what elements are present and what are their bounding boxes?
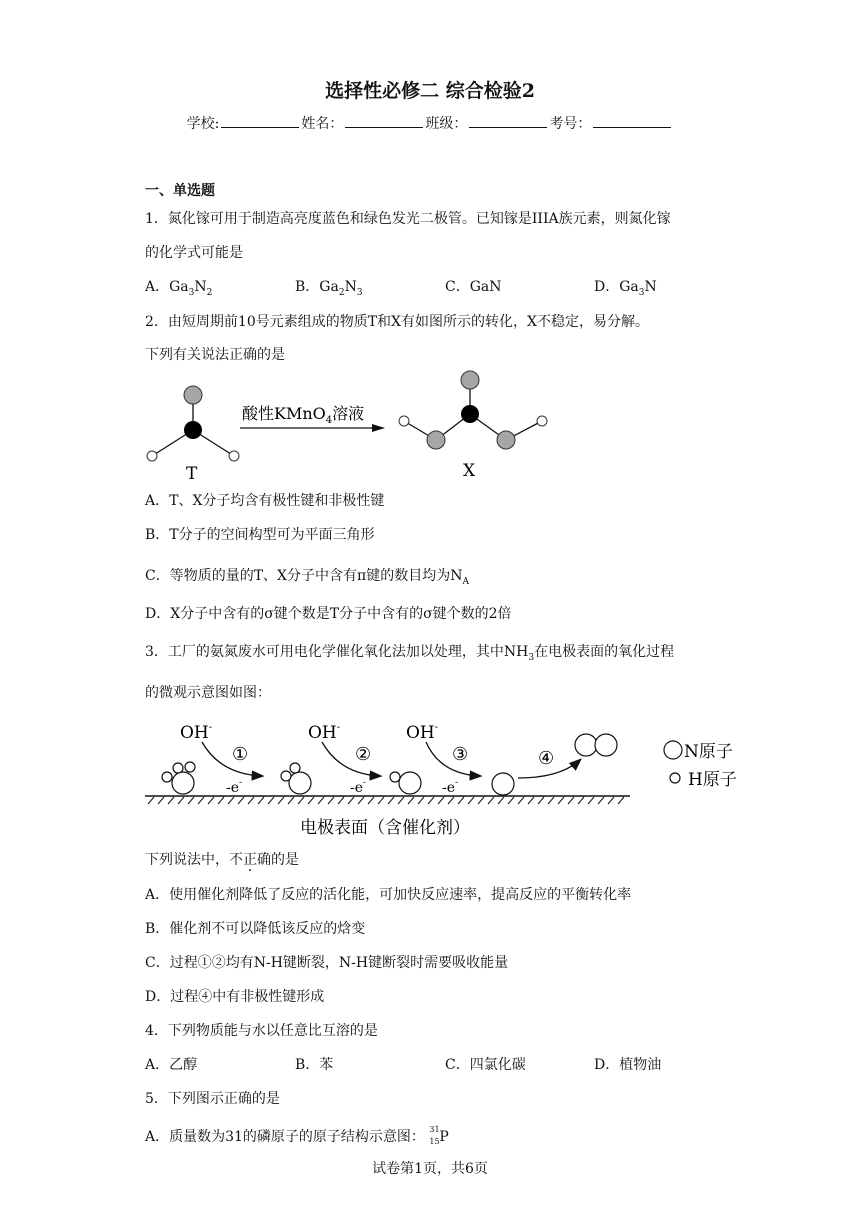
step2-label: ②: [355, 744, 372, 765]
step1-label: ①: [232, 744, 249, 765]
q1-stem-line1: 1．氮化镓可用于制造高亮度蓝色和绿色发光二极管。已知镓是IIIA族元素，则氮化镓: [145, 211, 671, 227]
exam-number-blank: [593, 115, 671, 128]
atomic-number: 15: [429, 1137, 440, 1146]
q2-stem-line2: 下列有关说法正确的是: [145, 347, 285, 363]
page-footer: 试卷第1页，共6页: [372, 1161, 488, 1177]
q4-option-d: D．植物油: [594, 1057, 662, 1073]
q3-question: 下列说法中，不正确的是: [145, 849, 299, 869]
q3-option-c: C．过程①②均有N-H键断裂，N-H键断裂时需要吸收能量: [145, 955, 509, 971]
q4-option-b: B．苯: [295, 1057, 334, 1073]
school-blank: [221, 115, 299, 128]
q2-option-d: D．X分子中含有的σ键个数是T分子中含有的σ键个数的2倍: [145, 606, 512, 622]
q2-option-b: B．T分子的空间构型可为平面三角形: [145, 527, 375, 543]
q1-stem-line2: 的化学式可能是: [145, 245, 243, 261]
legend-h-label: H原子: [688, 770, 737, 790]
step3-label: ③: [452, 744, 469, 765]
q3-electrode-figure: [140, 712, 760, 842]
nh2-species: [281, 763, 311, 794]
arrow-head-icon: [372, 424, 385, 432]
student-info-line: [0, 113, 860, 133]
class-blank: [469, 115, 547, 128]
section-title: 一、单选题: [145, 183, 215, 199]
school-label: 学校:: [186, 116, 220, 132]
q2-option-c: C．等物质的量的T、X分子中含有π键的数目均为$N_A$: [145, 568, 469, 587]
oh-label-1: OH-: [180, 722, 213, 743]
figure-caption: 电极表面（含催化剂）: [300, 818, 470, 838]
exam-title: 选择性必修二 综合检验2: [325, 80, 535, 102]
q4-option-a: A．乙醇: [145, 1057, 198, 1073]
legend-n-label: N原子: [684, 742, 733, 762]
mass-number: 31: [429, 1125, 440, 1134]
q5-stem: 5．下列图示正确的是: [145, 1091, 280, 1107]
oh-label-3: OH-: [406, 722, 439, 743]
q3-option-d: D．过程④中有非极性键形成: [145, 989, 325, 1005]
arrow-label: 酸性KMnO$_4$溶液: [242, 404, 365, 426]
electron-label-2: -e-: [350, 778, 367, 796]
nh3-species: [162, 762, 195, 794]
q1-option-b: B．$Ga_2N_3$: [295, 279, 363, 298]
q1-option-d: D．$Ga_3N$: [594, 279, 657, 298]
molecule-x: [399, 371, 547, 449]
q4-option-c: C．四氯化碳: [445, 1057, 526, 1073]
exam-number-label: 考号：: [549, 116, 592, 132]
q5-option-a: A．质量数为31的磷原子的原子结构示意图： 31 15 P: [145, 1126, 453, 1146]
q3-stem-line1: 3．工厂的氨氮废水可用电化学催化氧化法加以处理，其中$NH_3$在电极表面的氧化过程: [145, 644, 675, 663]
phosphorus-nuclide-notation: [429, 1125, 453, 1146]
label-t: T: [186, 464, 198, 483]
q2-stem-line1: 2．由短周期前10号元素组成的物质T和X有如图所示的转化，X不稳定，易分解。: [145, 314, 649, 330]
q3-option-a: A．使用催化剂降低了反应的活化能，可加快反应速率，提高反应的平衡转化率: [145, 887, 632, 903]
electron-label-3: -e-: [442, 778, 459, 796]
n2-molecule: [575, 734, 617, 756]
electron-label-1: -e-: [226, 778, 243, 796]
label-x: X: [463, 461, 476, 481]
element-symbol: P: [439, 1129, 449, 1145]
nh-species: [390, 772, 421, 794]
n-species: [492, 773, 514, 795]
emphasis-not-correct: 不正确: [229, 852, 271, 868]
q2-option-a: A．T、X分子均含有极性键和非极性键: [145, 493, 385, 509]
q4-stem: 4．下列物质能与水以任意比互溶的是: [145, 1023, 378, 1039]
molecule-t: [147, 386, 239, 461]
q3-option-b: B．催化剂不可以降低该反应的焓变: [145, 921, 366, 937]
q2-molecule-figure: [140, 368, 560, 483]
q3-stem-line2: 的微观示意图如图：: [145, 685, 271, 701]
step2-arrow: [322, 742, 380, 776]
name-label: 姓名：: [301, 116, 344, 132]
oh-label-2: OH-: [308, 722, 341, 743]
name-blank: [345, 115, 423, 128]
q1-option-c: C．GaN: [445, 279, 502, 295]
electrode-hatching: [148, 797, 624, 804]
class-label: 班级：: [425, 116, 468, 132]
q1-option-a: A．$Ga_3N_2$: [145, 279, 213, 298]
step4-label: ④: [538, 748, 555, 769]
legend-h-icon: [670, 773, 680, 783]
legend-n-icon: [664, 741, 682, 759]
